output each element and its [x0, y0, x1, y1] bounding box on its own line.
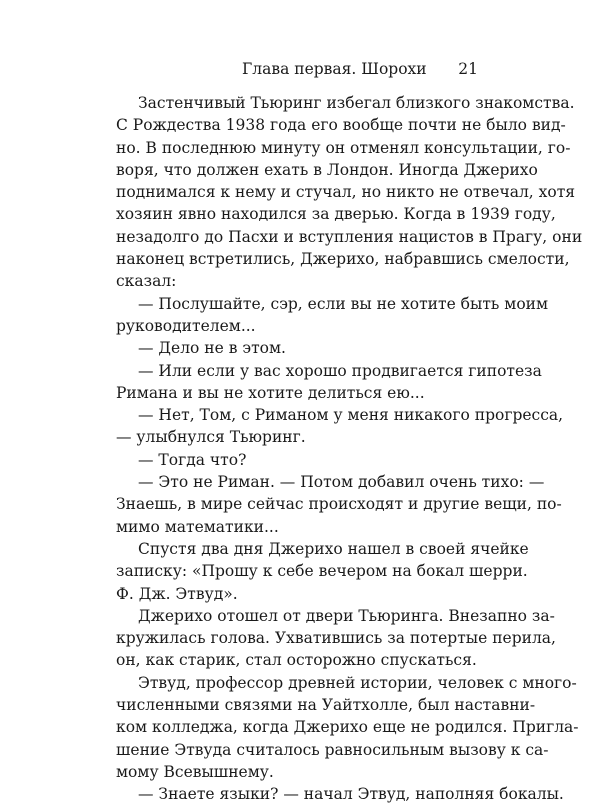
text-line: Ф. Дж. Этвуд». [116, 584, 238, 603]
text-line: незадолго до Пасхи и вступления нацистов в Прагу, они [116, 227, 583, 246]
text-line: воря, что должен ехать в Лондон. Иногда Джерихо [116, 160, 538, 179]
body-text [116, 92, 583, 806]
text-line: Этвуд, профессор древней истории, человек с много- [138, 673, 577, 692]
text-line: — улыбнулся Тьюринг. [116, 428, 306, 447]
text-line: численными связями на Уайтхолле, был наставни- [116, 696, 536, 715]
text-line: Джерихо отошел от двери Тьюринга. Внезапно за- [138, 606, 555, 625]
text-line: Спустя два дня Джерихо нашел в своей ячейке [138, 539, 529, 558]
text-line: — Послушайте, сэр, если вы не хотите быть моим [138, 294, 549, 313]
text-line: кружилась голова. Ухватившись за потертые перила, [116, 629, 556, 648]
text-line: сказал: [116, 272, 177, 291]
text-line: ком колледжа, когда Джерихо еще не родился. Пригла- [116, 718, 579, 737]
text-line: хозяин явно находился за дверью. Когда в 1939 году, [116, 205, 556, 224]
chapter-title: Глава первая. Шорохи [242, 60, 427, 78]
text-line: но. В последнюю минуту он отменял консультации, го- [116, 138, 571, 157]
text-line: записку: «Прошу к себе вечером на бокал шерри. [116, 562, 528, 581]
page-number: 21 [458, 60, 478, 78]
text-line: — Тогда что? [138, 450, 247, 469]
text-line: Знаешь, в мире сейчас происходят и другие вещи, по- [116, 495, 562, 514]
text-line: — Знаете языки? — начал Этвуд, наполняя бокалы. [138, 785, 564, 804]
text-line: — Или если у вас хорошо продвигается гипотеза [138, 361, 542, 380]
text-line: он, как старик, стал осторожно спускаться. [116, 651, 477, 670]
text-line: мимо математики... [116, 517, 279, 536]
text-line: С Рождества 1938 года его вообще почти не было вид- [116, 116, 566, 135]
text-line: руководителем... [116, 316, 256, 335]
text-line: мому Всевышнему. [116, 762, 274, 781]
text-line: шение Этвуда считалось равносильным вызову к са- [116, 740, 549, 759]
text-line: — Нет, Том, с Риманом у меня никакого прогресса, [138, 406, 564, 425]
text-line: Римана и вы не хотите делиться ею... [116, 383, 425, 402]
text-line: Застенчивый Тьюринг избегал близкого знакомства. [138, 94, 575, 112]
running-head [116, 58, 478, 80]
text-line: наконец встретились, Джерихо, набравшись смелости, [116, 250, 570, 269]
text-line: поднимался к нему и стучал, но никто не отвечал, хотя [116, 183, 576, 202]
text-line: — Это не Риман. — Потом добавил очень тихо: — [138, 473, 545, 492]
text-line: — Дело не в этом. [138, 339, 286, 358]
